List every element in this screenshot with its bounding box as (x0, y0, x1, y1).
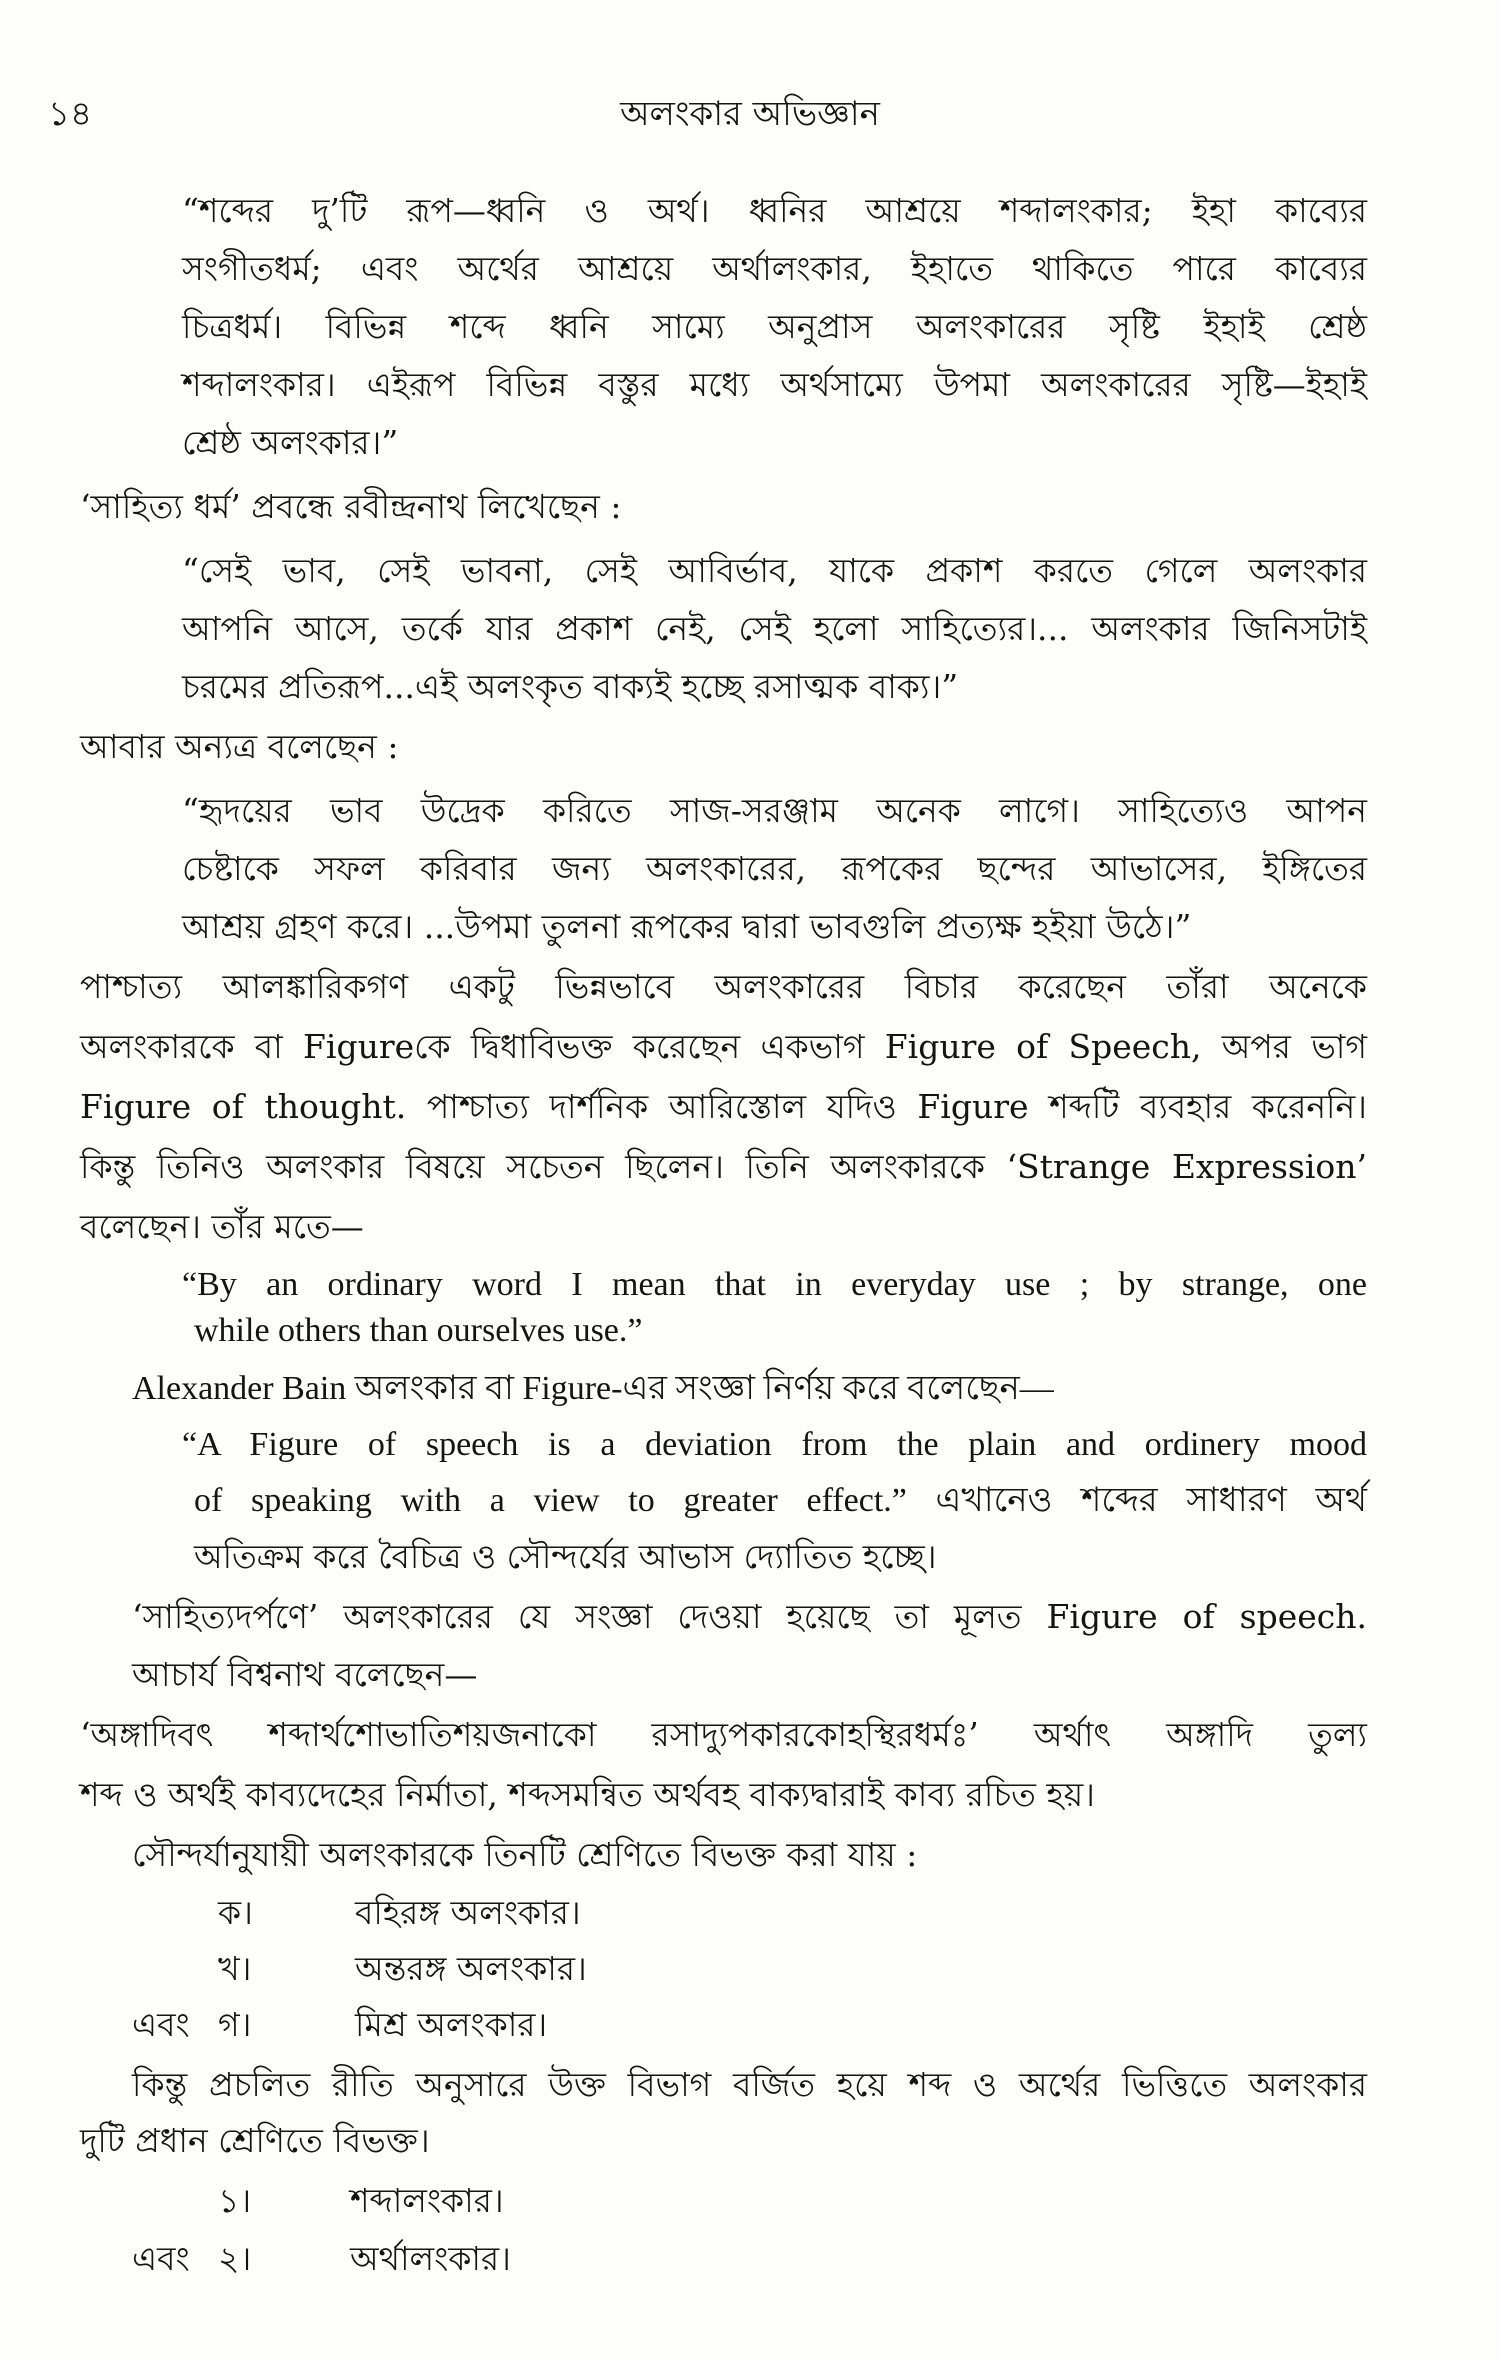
list-prefix: এবং (132, 2239, 190, 2278)
text-line: অলংকারকে বা Figureকে দ্বিধাবিভক্ত করেছেন একভাগ Figure of Speech, অপর ভাগ (80, 1027, 1367, 1066)
intro-elsewhere: আবার অন্যত্র বলেছেন : (80, 727, 399, 766)
text-line: “A Figure of speech is a deviation from the plain and ordinery mood (182, 1426, 1367, 1463)
list-text: বহিরঙ্গ অলংকার। (355, 1893, 581, 1932)
list-marker: খ। (218, 1949, 252, 1988)
text-line: “By an ordinary word I mean that in everyday use ; by strange, one (182, 1266, 1367, 1303)
text-line: সংগীতধর্ম; এবং অর্থের আশ্রয়ে অর্থালংকার, ইহাতে থাকিতে পারে কাব্যের (182, 249, 1367, 288)
text-line: আশ্রয় গ্রহণ করে। ...উপমা তুলনা রূপকের দ্বারা ভাবগুলি প্রত্যক্ষ হইয়া উঠে।” (182, 907, 1192, 946)
list-prefix: এবং (132, 2005, 190, 2044)
text-line: চেষ্টাকে সফল করিবার জন্য অলংকারের, রূপকের ছন্দের আভাসের, ইঙ্গিতের (182, 849, 1367, 888)
intro-classification: সৌন্দর্যানুযায়ী অলংকারকে তিনটি শ্রেণিতে বিভক্ত করা যায় : (132, 1835, 918, 1874)
list-marker: গ। (218, 2005, 252, 2044)
intro-bain: Alexander Bain অলংকার বা Figure-এর সংজ্ঞা নির্ণয় করে বলেছেন— (132, 1370, 1054, 1407)
text-line: চরমের প্রতিরূপ...এই অলংকৃত বাক্যই হচ্ছে রসাত্মক বাক্য।” (182, 667, 959, 706)
intro-tagore: ‘সাহিত্য ধর্ম’ প্রবন্ধে রবীন্দ্রনাথ লিখেছেন : (80, 487, 622, 526)
list-marker: ২। (218, 2239, 252, 2278)
text-line: দুটি প্রধান শ্রেণিতে বিভক্ত। (80, 2121, 430, 2160)
text-line: পাশ্চাত্য আলঙ্কারিকগণ একটু ভিন্নভাবে অলংকারের বিচার করেছেন তাঁরা অনেকে (80, 967, 1367, 1006)
text-line: শব্দ ও অর্থই কাব্যদেহের নির্মাতা, শব্দসমন্বিত অর্থবহ বাক্যদ্বারাই কাব্য রচিত হয়। (80, 1775, 1095, 1814)
text-line: কিন্তু প্রচলিত রীতি অনুসারে উক্ত বিভাগ বর্জিত হয়ে শব্দ ও অর্থের ভিত্তিতে অলংকার (132, 2065, 1367, 2104)
text-line: আচার্য বিশ্বনাথ বলেছেন— (132, 1655, 478, 1694)
list-marker: ক। (218, 1893, 253, 1932)
text-line: while others than ourselves use.” (194, 1312, 643, 1349)
list-text: অন্তরঙ্গ অলংকার। (355, 1949, 587, 1988)
text-line: Figure of thought. পাশ্চাত্য দার্শনিক আরিস্তোল যদিও Figure শব্দটি ব্যবহার করেননি। (80, 1087, 1367, 1126)
list-text: শব্দালংকার। (350, 2181, 504, 2220)
list-text: অর্থালংকার। (350, 2239, 511, 2278)
text-line: চিত্রধর্ম। বিভিন্ন শব্দে ধ্বনি সাম্যে অনুপ্রাস অলংকারের সৃষ্টি ইহাই শ্রেষ্ঠ (182, 307, 1367, 346)
page-header (0, 88, 1500, 138)
text-line: ‘সাহিত্যদর্পণে’ অলংকারের যে সংজ্ঞা দেওয়া হয়েছে তা মূলত Figure of speech. (132, 1597, 1367, 1636)
text-line: of speaking with a view to greater effect.” এখানেও শব্দের সাধারণ অর্থ (194, 1482, 1367, 1519)
text-line: ‘অঙ্গাদিবৎ শব্দার্থশোভাতিশয়জনাকো রসাদ্যুপকারকোহস্থিরধর্মঃ’ অর্থাৎ অঙ্গাদি তুল্য (80, 1715, 1367, 1754)
text-line: কিন্তু তিনিও অলংকার বিষয়ে সচেতন ছিলেন। তিনি অলংকারকে ‘Strange Expression’ (80, 1147, 1367, 1186)
text-line: আপনি আসে, তর্কে যার প্রকাশ নেই, সেই হলো সাহিত্যের।... অলংকার জিনিসটাই (182, 609, 1367, 648)
text-line: শব্দালংকার। এইরূপ বিভিন্ন বস্তুর মধ্যে অর্থসাম্যে উপমা অলংকারের সৃষ্টি—ইহাই (182, 365, 1367, 404)
text-line: শ্রেষ্ঠ অলংকার।” (182, 423, 399, 462)
page-number: ১৪ (48, 94, 93, 134)
text-line: “সেই ভাব, সেই ভাবনা, সেই আবির্ভাব, যাকে প্রকাশ করতে গেলে অলংকার (182, 551, 1367, 590)
text-line: “হৃদয়ের ভাব উদ্রেক করিতে সাজ-সরঞ্জাম অনেক লাগে। সাহিত্যেও আপন (182, 791, 1367, 830)
text-line: অতিক্রম করে বৈচিত্র ও সৌন্দর্যের আভাস দ্যোতিত হচ্ছে। (194, 1537, 937, 1576)
list-marker: ১। (218, 2181, 252, 2220)
running-title: অলংকার অভিজ্ঞান (620, 94, 880, 134)
text-line: বলেছেন। তাঁর মতে— (80, 1207, 364, 1246)
text-line: “শব্দের দু’টি রূপ—ধ্বনি ও অর্থ। ধ্বনির আশ্রয়ে শব্দালংকার; ইহা কাব্যের (182, 191, 1367, 230)
list-text: মিশ্র অলংকার। (355, 2005, 548, 2044)
